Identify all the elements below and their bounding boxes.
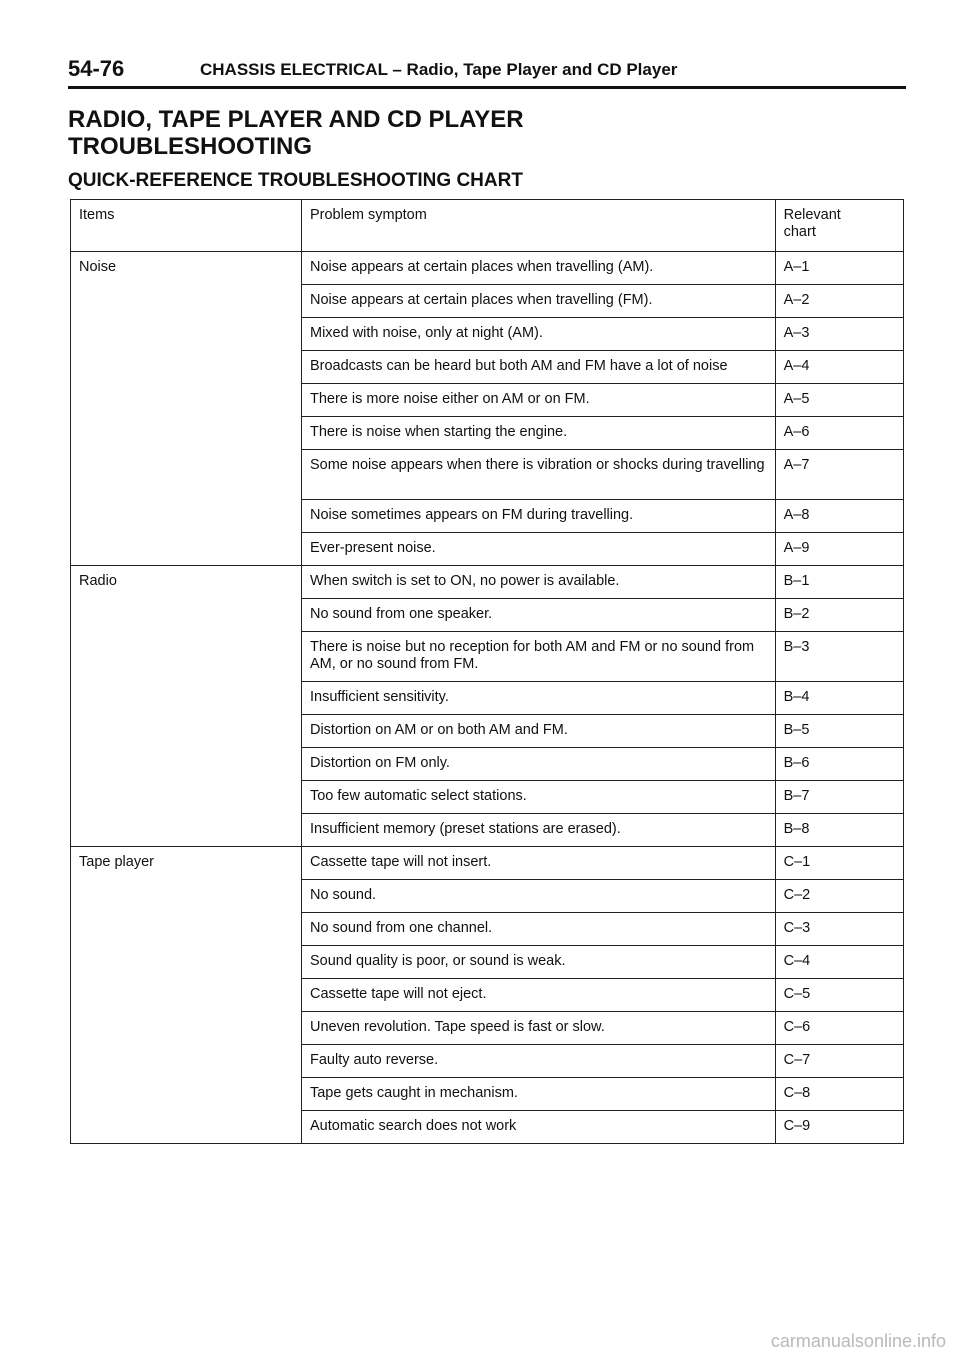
page-title-line-2: TROUBLESHOOTING xyxy=(68,133,312,160)
symptom-cell: Ever-present noise. xyxy=(301,533,775,566)
relevant-chart-cell: C–5 xyxy=(775,979,903,1012)
header-relevant-chart-line-2: chart xyxy=(783,224,816,240)
symptom-cell: Some noise appears when there is vibration or shocks during travelling xyxy=(301,450,775,500)
relevant-chart-cell: B–6 xyxy=(775,748,903,781)
symptom-cell: Broadcasts can be heard but both AM and FM have a lot of noise xyxy=(301,351,775,384)
symptom-cell: Uneven revolution. Tape speed is fast or slow. xyxy=(301,1012,775,1045)
symptom-cell: When switch is set to ON, no power is available. xyxy=(301,566,775,599)
running-title: CHASSIS ELECTRICAL – Radio, Tape Player and CD Player xyxy=(200,60,678,79)
table-header-row xyxy=(71,200,904,252)
header-relevant-chart-line-1: Relevant xyxy=(783,207,841,223)
symptom-cell: No sound from one channel. xyxy=(301,913,775,946)
relevant-chart-cell: B–2 xyxy=(775,599,903,632)
relevant-chart-cell: A–7 xyxy=(775,450,903,500)
relevant-chart-cell: B–1 xyxy=(775,566,903,599)
symptom-cell: Noise appears at certain places when travelling (AM). xyxy=(301,252,775,285)
relevant-chart-cell: C–6 xyxy=(775,1012,903,1045)
symptom-cell: Sound quality is poor, or sound is weak. xyxy=(301,946,775,979)
relevant-chart-cell: C–9 xyxy=(775,1111,903,1144)
symptom-cell: Cassette tape will not eject. xyxy=(301,979,775,1012)
relevant-chart-cell: A–8 xyxy=(775,500,903,533)
relevant-chart-cell: B–4 xyxy=(775,682,903,715)
symptom-cell: Distortion on FM only. xyxy=(301,748,775,781)
header-problem-symptom: Problem symptom xyxy=(301,200,775,252)
relevant-chart-cell: C–4 xyxy=(775,946,903,979)
relevant-chart-cell: C–7 xyxy=(775,1045,903,1078)
relevant-chart-cell: B–3 xyxy=(775,632,903,682)
watermark: carmanualsonline.info xyxy=(770,1331,946,1351)
symptom-cell: There is more noise either on AM or on FM. xyxy=(301,384,775,417)
symptom-cell: Too few automatic select stations. xyxy=(301,781,775,814)
symptom-cell: Insufficient sensitivity. xyxy=(301,682,775,715)
header-items: Items xyxy=(71,200,302,252)
relevant-chart-cell: C–2 xyxy=(775,880,903,913)
symptom-cell: Faulty auto reverse. xyxy=(301,1045,775,1078)
relevant-chart-cell: B–5 xyxy=(775,715,903,748)
symptom-cell: Distortion on AM or on both AM and FM. xyxy=(301,715,775,748)
relevant-chart-cell: A–2 xyxy=(775,285,903,318)
relevant-chart-cell: B–8 xyxy=(775,814,903,847)
symptom-cell: There is noise when starting the engine. xyxy=(301,417,775,450)
item-group-cell: Noise xyxy=(71,252,302,566)
troubleshooting-table xyxy=(70,199,904,1144)
symptom-cell: Mixed with noise, only at night (AM). xyxy=(301,318,775,351)
relevant-chart-cell: A–1 xyxy=(775,252,903,285)
relevant-chart-cell: A–9 xyxy=(775,533,903,566)
relevant-chart-cell: C–1 xyxy=(775,847,903,880)
header-relevant-chart xyxy=(775,200,903,252)
page-title xyxy=(68,106,524,160)
relevant-chart-cell: C–3 xyxy=(775,913,903,946)
symptom-cell: No sound from one speaker. xyxy=(301,599,775,632)
table-row xyxy=(71,847,904,880)
table-row xyxy=(71,566,904,599)
relevant-chart-cell: C–8 xyxy=(775,1078,903,1111)
symptom-cell: Noise appears at certain places when travelling (FM). xyxy=(301,285,775,318)
relevant-chart-cell: A–5 xyxy=(775,384,903,417)
relevant-chart-cell: A–4 xyxy=(775,351,903,384)
page-header xyxy=(68,56,906,89)
symptom-cell: Tape gets caught in mechanism. xyxy=(301,1078,775,1111)
relevant-chart-cell: A–3 xyxy=(775,318,903,351)
relevant-chart-cell: B–7 xyxy=(775,781,903,814)
item-group-cell: Tape player xyxy=(71,847,302,1144)
relevant-chart-cell: A–6 xyxy=(775,417,903,450)
chart-subtitle: QUICK-REFERENCE TROUBLESHOOTING CHART xyxy=(68,170,523,191)
symptom-cell: Noise sometimes appears on FM during travelling. xyxy=(301,500,775,533)
item-group-cell: Radio xyxy=(71,566,302,847)
page-title-line-1: RADIO, TAPE PLAYER AND CD PLAYER xyxy=(68,106,524,133)
page-number: 54-76 xyxy=(68,56,125,81)
symptom-cell: Automatic search does not work xyxy=(301,1111,775,1144)
symptom-cell: Insufficient memory (preset stations are erased). xyxy=(301,814,775,847)
table-row xyxy=(71,252,904,285)
symptom-cell: There is noise but no reception for both AM and FM or no sound from AM, or no sound from FM. xyxy=(301,632,775,682)
symptom-cell: No sound. xyxy=(301,880,775,913)
symptom-cell: Cassette tape will not insert. xyxy=(301,847,775,880)
